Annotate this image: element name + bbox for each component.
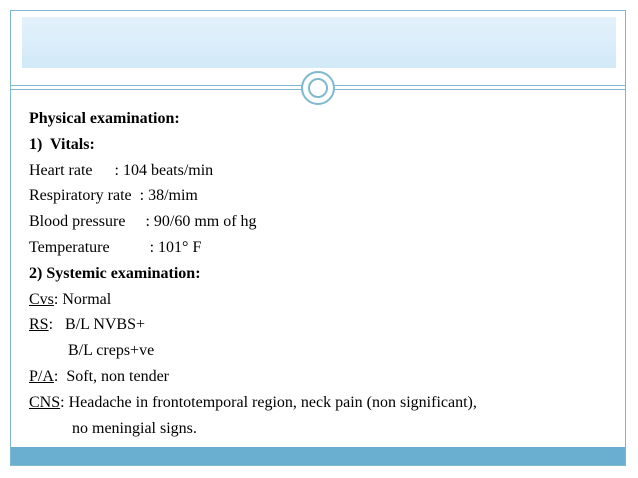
- vital-label: Temperature: [29, 238, 110, 256]
- vital-row-blood-pressure: [29, 209, 619, 235]
- vital-row-temperature: [29, 235, 619, 261]
- vital-value: : 90/60 mm of hg: [145, 213, 257, 231]
- exam-row-rs-continued: B/L creps+ve: [68, 342, 155, 360]
- ring-ornament-inner: [308, 78, 328, 98]
- vital-label: Blood pressure: [29, 213, 126, 231]
- exam-label-cns: CNS: [29, 393, 61, 411]
- exam-value-rs: : B/L NVBS+: [48, 316, 146, 334]
- ring-ornament-icon: [301, 71, 335, 105]
- exam-value-pa: : Soft, non tender: [53, 367, 169, 385]
- vital-row-heart-rate: [29, 158, 619, 184]
- footer-band: [11, 447, 625, 465]
- vital-label: Respiratory rate: [29, 187, 132, 205]
- vital-value: : 104 beats/min: [114, 161, 214, 179]
- vital-label: Heart rate: [29, 161, 93, 179]
- exam-label-pa: P/A: [29, 367, 54, 385]
- exam-row-pa: [29, 364, 619, 390]
- exam-label-rs: RS: [29, 316, 49, 334]
- exam-row-cns-continued: no meningial signs.: [72, 419, 197, 437]
- vital-row-respiratory-rate: [29, 183, 619, 209]
- exam-row-cvs: [29, 287, 619, 313]
- exam-row-cns: [29, 390, 619, 416]
- exam-row-rs: [29, 312, 619, 338]
- exam-value-cns: : Headache in frontotemporal region, neck pain (non significant),: [60, 393, 477, 411]
- vital-value: : 38/mim: [139, 187, 198, 205]
- systemic-heading: 2) Systemic examination:: [29, 264, 201, 282]
- exam-value-cvs: : Normal: [53, 290, 112, 308]
- vitals-heading: 1) Vitals:: [29, 135, 95, 153]
- slide-body: [29, 106, 619, 441]
- exam-label-cvs: Cvs: [29, 290, 54, 308]
- section-heading: Physical examination:: [29, 110, 180, 127]
- vital-value: : 101° F: [149, 238, 202, 256]
- header-band: [22, 17, 616, 68]
